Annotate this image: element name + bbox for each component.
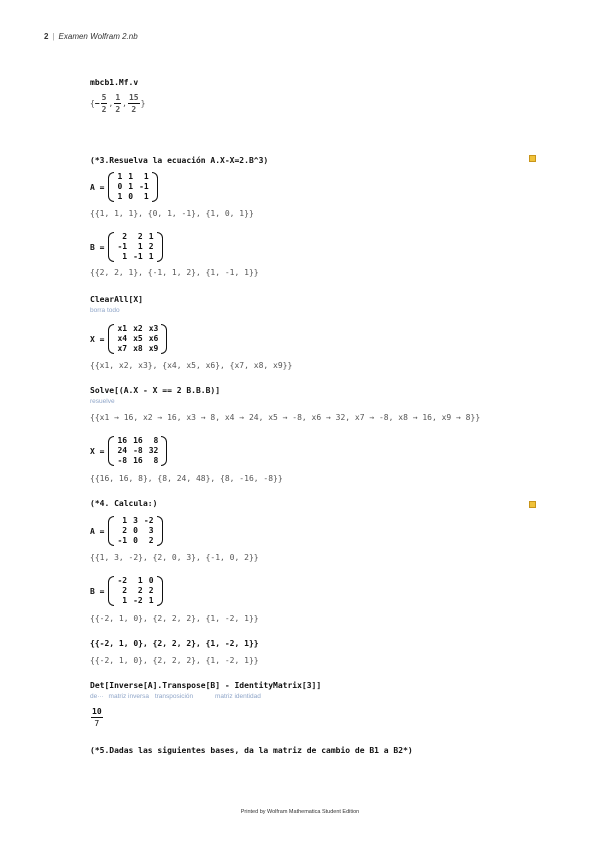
matrix-cell: -2 [117, 576, 128, 585]
matrix-cell: 2 [122, 526, 128, 535]
matrix-row [114, 516, 156, 526]
matrix-brackets [108, 232, 162, 262]
matrix-cell: 1 [148, 232, 154, 241]
matrix-cell: 2 [148, 536, 154, 545]
fraction-1-num: 5 [101, 93, 107, 102]
matrix-b2-label: B = [90, 586, 105, 596]
matrix-row [114, 192, 151, 202]
matrix-a2-label: A = [90, 526, 105, 536]
matrix-cell: -1 [117, 242, 128, 251]
matrix-row [114, 172, 151, 182]
notebook-title: Examen Wolfram 2.nb [58, 32, 138, 41]
matrix-row [114, 242, 156, 252]
minus-sign: − [94, 99, 100, 108]
det-fraction-num: 10 [92, 707, 102, 716]
matrix-cell: -2 [133, 596, 143, 605]
matrix-b-output: {{2, 2, 1}, {-1, 1, 2}, {1, -1, 1}} [90, 268, 259, 277]
matrix-row [114, 252, 156, 262]
matrix-b2-input[interactable] [90, 576, 163, 606]
solve-input[interactable]: Solve[(A.X - X == 2 B.B.B)] [90, 386, 221, 395]
solve-output: {{x1 → 16, x2 → 16, x3 → 8, x4 → 24, x5 → -8, x6 → 32, x7 → -8, x8 → 16, x9 → 8}} [90, 413, 481, 422]
matrix-cell: x8 [133, 344, 143, 353]
matrix-cell: 1 [122, 596, 128, 605]
matrix-cell: 32 [148, 446, 159, 455]
matrix-cell: x2 [133, 324, 143, 333]
matrix-row [114, 536, 156, 546]
matrix-row [114, 526, 156, 536]
matrix-cell: x9 [148, 344, 159, 353]
matrix-cell: 1 [122, 252, 128, 261]
matrix-cell: 1 [117, 172, 123, 181]
matrix-a-label: A = [90, 182, 105, 192]
matrix-cell: 1 [128, 182, 134, 191]
matrix-cell: x1 [117, 324, 128, 333]
matrix-brackets [108, 516, 162, 546]
matrix-cell: 3 [133, 516, 138, 525]
det-input[interactable]: Det[Inverse[A].Transpose[B] - IdentityMatrix[3]] [90, 681, 322, 690]
matrix-cell: 8 [153, 456, 159, 465]
matrix-cell: 2 [148, 242, 154, 251]
right-paren [157, 232, 163, 262]
matrix-brackets [108, 436, 167, 466]
comment-ex5[interactable]: (*5.Dadas las siguientes bases, da la matriz de cambio de B1 a B2*) [90, 746, 413, 755]
matrix-cell: x6 [148, 334, 159, 343]
matrix-b-input[interactable] [90, 232, 163, 262]
det-hint-4: matriz identidad [214, 693, 261, 700]
fraction-3-num: 15 [128, 93, 139, 102]
comment-ex3[interactable]: (*3.Resuelva la ecuación A.X-X=2.B^3) [90, 156, 269, 165]
matrix-cell: 24 [117, 446, 128, 455]
matrix-x-solution-input[interactable] [90, 436, 167, 466]
matrix-row [114, 344, 161, 354]
fraction-1-den: 2 [101, 105, 107, 114]
matrix-cell: 16 [117, 436, 128, 445]
page-header [44, 32, 138, 41]
matrix-brackets [108, 172, 157, 202]
matrix-x-solution-output: {{16, 16, 8}, {8, 24, 48}, {8, -16, -8}} [90, 474, 283, 483]
matrix-cell: 0 [128, 192, 134, 201]
matrix-cell: x4 [117, 334, 128, 343]
matrix-row [114, 596, 156, 606]
cell-marker-icon[interactable] [529, 501, 536, 508]
matrix-cell: -1 [133, 252, 143, 261]
matrix-grid [114, 324, 161, 354]
matrix-b2-output: {{-2, 1, 0}, {2, 2, 2}, {1, -2, 1}} [90, 614, 259, 623]
brace-close: } [140, 99, 146, 108]
matrix-cell: 1 [137, 242, 143, 251]
matrix-cell: 2 [137, 232, 143, 241]
matrix-a2-input[interactable] [90, 516, 163, 546]
matrix-brackets [108, 324, 167, 354]
matrix-brackets [108, 576, 162, 606]
list-input[interactable]: {{-2, 1, 0}, {2, 2, 2}, {1, -2, 1}} [90, 639, 259, 648]
clearall-hint: borra todo [90, 307, 120, 314]
fraction-2-num: 1 [115, 93, 121, 102]
matrix-cell: 1 [148, 252, 154, 261]
matrix-cell: 1 [143, 172, 149, 181]
matrix-row [114, 446, 161, 456]
matrix-cell: -2 [143, 516, 154, 525]
header-separator: | [52, 32, 55, 41]
cell-marker-icon[interactable] [529, 155, 536, 162]
matrix-cell: 2 [122, 586, 128, 595]
matrix-row [114, 232, 156, 242]
right-paren [157, 516, 163, 546]
comma-2: , [122, 99, 127, 108]
matrix-grid [114, 172, 151, 202]
matrix-cell: 2 [122, 232, 128, 241]
clearall-input[interactable]: ClearAll[X] [90, 295, 143, 304]
matrix-cell: 0 [133, 526, 138, 535]
matrix-x-solution-label: X = [90, 446, 105, 456]
matrix-cell: 2 [137, 586, 143, 595]
matrix-x-input[interactable] [90, 324, 167, 354]
solve-hint: resuelve [90, 398, 115, 405]
matrix-a2-output: {{1, 3, -2}, {2, 0, 3}, {-1, 0, 2}} [90, 553, 259, 562]
fraction-3-den: 2 [131, 105, 137, 114]
matrix-cell: 0 [117, 182, 123, 191]
right-paren [161, 436, 167, 466]
matrix-cell: 3 [148, 526, 154, 535]
matrix-cell: -8 [133, 446, 143, 455]
print-footer: Printed by Wolfram Mathematica Student Edition [240, 809, 360, 815]
det-fraction-den: 7 [94, 719, 100, 728]
matrix-cell: -8 [117, 456, 128, 465]
matrix-cell: x3 [148, 324, 159, 333]
matrix-cell: 1 [148, 596, 154, 605]
matrix-cell: 1 [137, 576, 143, 585]
brace-open: { [90, 99, 95, 108]
right-paren [161, 324, 167, 354]
det-fraction [91, 706, 103, 729]
matrix-a-input[interactable] [90, 172, 158, 202]
fraction-3 [128, 92, 140, 115]
fraction-2 [114, 92, 121, 115]
matrix-cell: x7 [117, 344, 128, 353]
right-paren [157, 576, 163, 606]
input-mbcb1[interactable]: mbcb1.Mf.v [90, 78, 139, 87]
matrix-grid [114, 576, 156, 606]
matrix-cell: 1 [143, 192, 149, 201]
matrix-cell: 0 [148, 576, 154, 585]
matrix-grid [114, 516, 156, 546]
matrix-cell: 16 [133, 436, 143, 445]
matrix-cell: 1 [117, 192, 123, 201]
matrix-row [114, 586, 156, 596]
matrix-cell: 2 [148, 586, 154, 595]
det-hint-3: transposición [154, 693, 194, 700]
matrix-row [114, 182, 151, 192]
page-number: 2 [44, 32, 49, 41]
matrix-x-output: {{x1, x2, x3}, {x4, x5, x6}, {x7, x8, x9}} [90, 361, 293, 370]
det-output [90, 706, 104, 729]
matrix-cell: -1 [139, 182, 149, 191]
matrix-row [114, 436, 161, 446]
det-hint-1: de··· [90, 693, 104, 700]
matrix-cell: 0 [133, 536, 138, 545]
matrix-cell: 1 [122, 516, 128, 525]
comment-ex4[interactable]: (*4. Calcula:) [90, 499, 158, 508]
comma-1: , [108, 99, 114, 108]
matrix-cell: -1 [117, 536, 128, 545]
matrix-grid [114, 232, 156, 262]
det-hints [90, 693, 261, 700]
matrix-cell: 1 [128, 172, 134, 181]
matrix-cell: x5 [133, 334, 143, 343]
matrix-b-label: B = [90, 242, 105, 252]
matrix-grid [114, 436, 161, 466]
list-output: {{-2, 1, 0}, {2, 2, 2}, {1, -2, 1}} [90, 656, 259, 665]
matrix-x-label: X = [90, 334, 105, 344]
right-paren [152, 172, 158, 202]
matrix-cell: 16 [133, 456, 143, 465]
det-hint-2: matriz inversa [108, 693, 150, 700]
matrix-cell: 8 [153, 436, 159, 445]
matrix-row [114, 576, 156, 586]
fraction-1 [101, 92, 108, 115]
matrix-row [114, 324, 161, 334]
matrix-a-output: {{1, 1, 1}, {0, 1, -1}, {1, 0, 1}} [90, 209, 254, 218]
output-vector [90, 92, 145, 115]
matrix-row [114, 334, 161, 344]
fraction-2-den: 2 [115, 105, 121, 114]
matrix-row [114, 456, 161, 466]
